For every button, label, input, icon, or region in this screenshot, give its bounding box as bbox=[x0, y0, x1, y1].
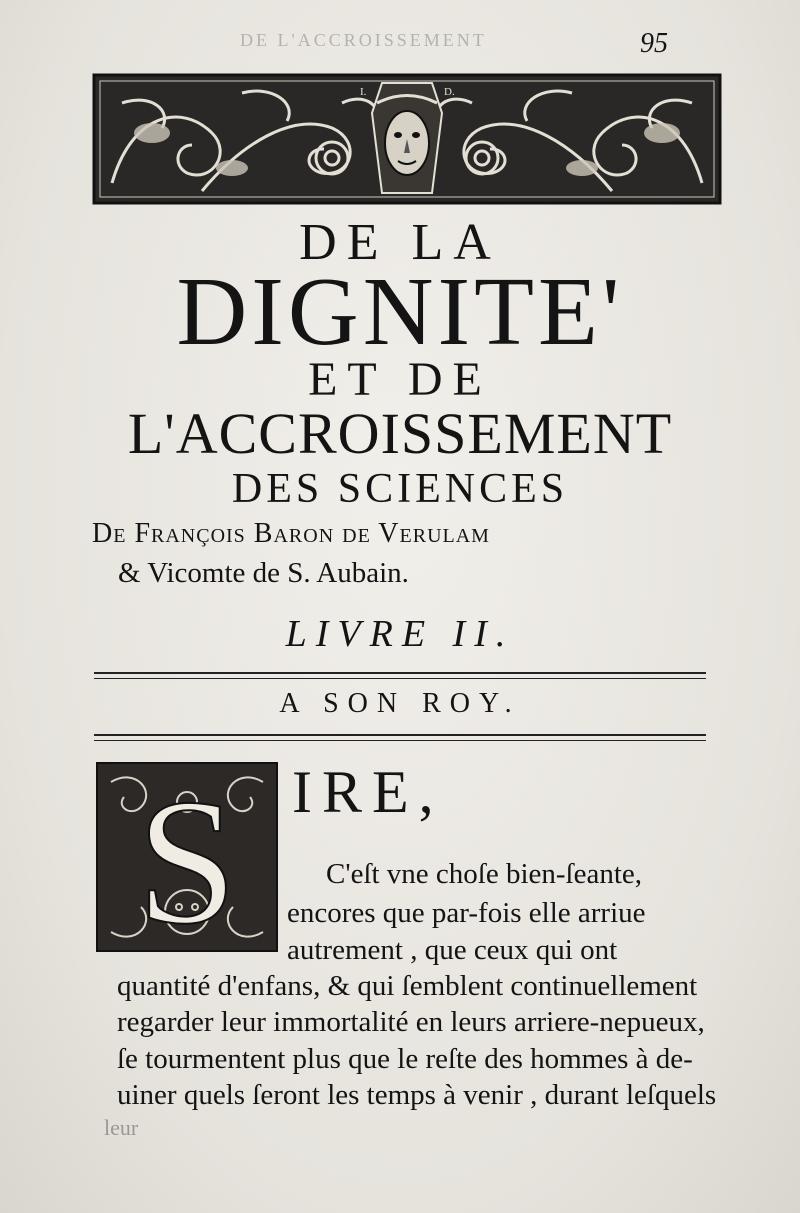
drop-cap-letter: S bbox=[136, 762, 238, 952]
body-line: ſe tourmentent plus que le reſte des hommes à de- bbox=[117, 1043, 693, 1075]
mask-face-ornament bbox=[372, 83, 442, 193]
body-line: C'eſt vne choſe bien-ſeante, bbox=[326, 858, 643, 890]
author-title-line: & Vicomte de S. Aubain. bbox=[118, 557, 409, 589]
book-heading: LIVRE II. bbox=[285, 613, 515, 655]
running-head: DE L'ACCROISSEMENT bbox=[240, 30, 487, 50]
headpiece-initial-right: D. bbox=[444, 86, 455, 98]
rule-top-thin bbox=[94, 678, 706, 679]
rule-bottom-thin bbox=[94, 740, 706, 741]
body-line: encores que par-fois elle arriue bbox=[287, 897, 646, 929]
rule-top bbox=[94, 672, 706, 674]
body-line: quantité d'enfans, & qui ſemblent continuellement bbox=[117, 970, 698, 1002]
title-line-des-sciences: DES SCIENCES bbox=[231, 466, 569, 512]
body-line: autrement , que ceux qui ont bbox=[287, 934, 618, 966]
catchword: leur bbox=[104, 1115, 139, 1140]
decorated-initial-s bbox=[96, 762, 278, 952]
page-number: 95 bbox=[640, 28, 668, 59]
title-line-et-de: ET DE bbox=[308, 353, 492, 406]
title-line-accroissement: L'ACCROISSEMENT bbox=[127, 401, 673, 466]
body-line: uiner quels ſeront les temps à venir , durant leſquels bbox=[117, 1079, 717, 1111]
salutation-rest: IRE, bbox=[292, 759, 444, 825]
dedication-heading: A SON ROY. bbox=[279, 688, 521, 719]
headpiece-initial-left: I. bbox=[360, 86, 367, 98]
ornamental-headpiece bbox=[92, 73, 722, 205]
title-line-dignite: DIGNITE' bbox=[176, 258, 624, 366]
title-line-de-la: DE LA bbox=[299, 214, 501, 271]
body-line: regarder leur immortalité en leurs arriere-nepueux, bbox=[117, 1006, 705, 1038]
rule-bottom bbox=[94, 734, 706, 736]
author-line: De François Baron de Verulam bbox=[92, 518, 490, 549]
